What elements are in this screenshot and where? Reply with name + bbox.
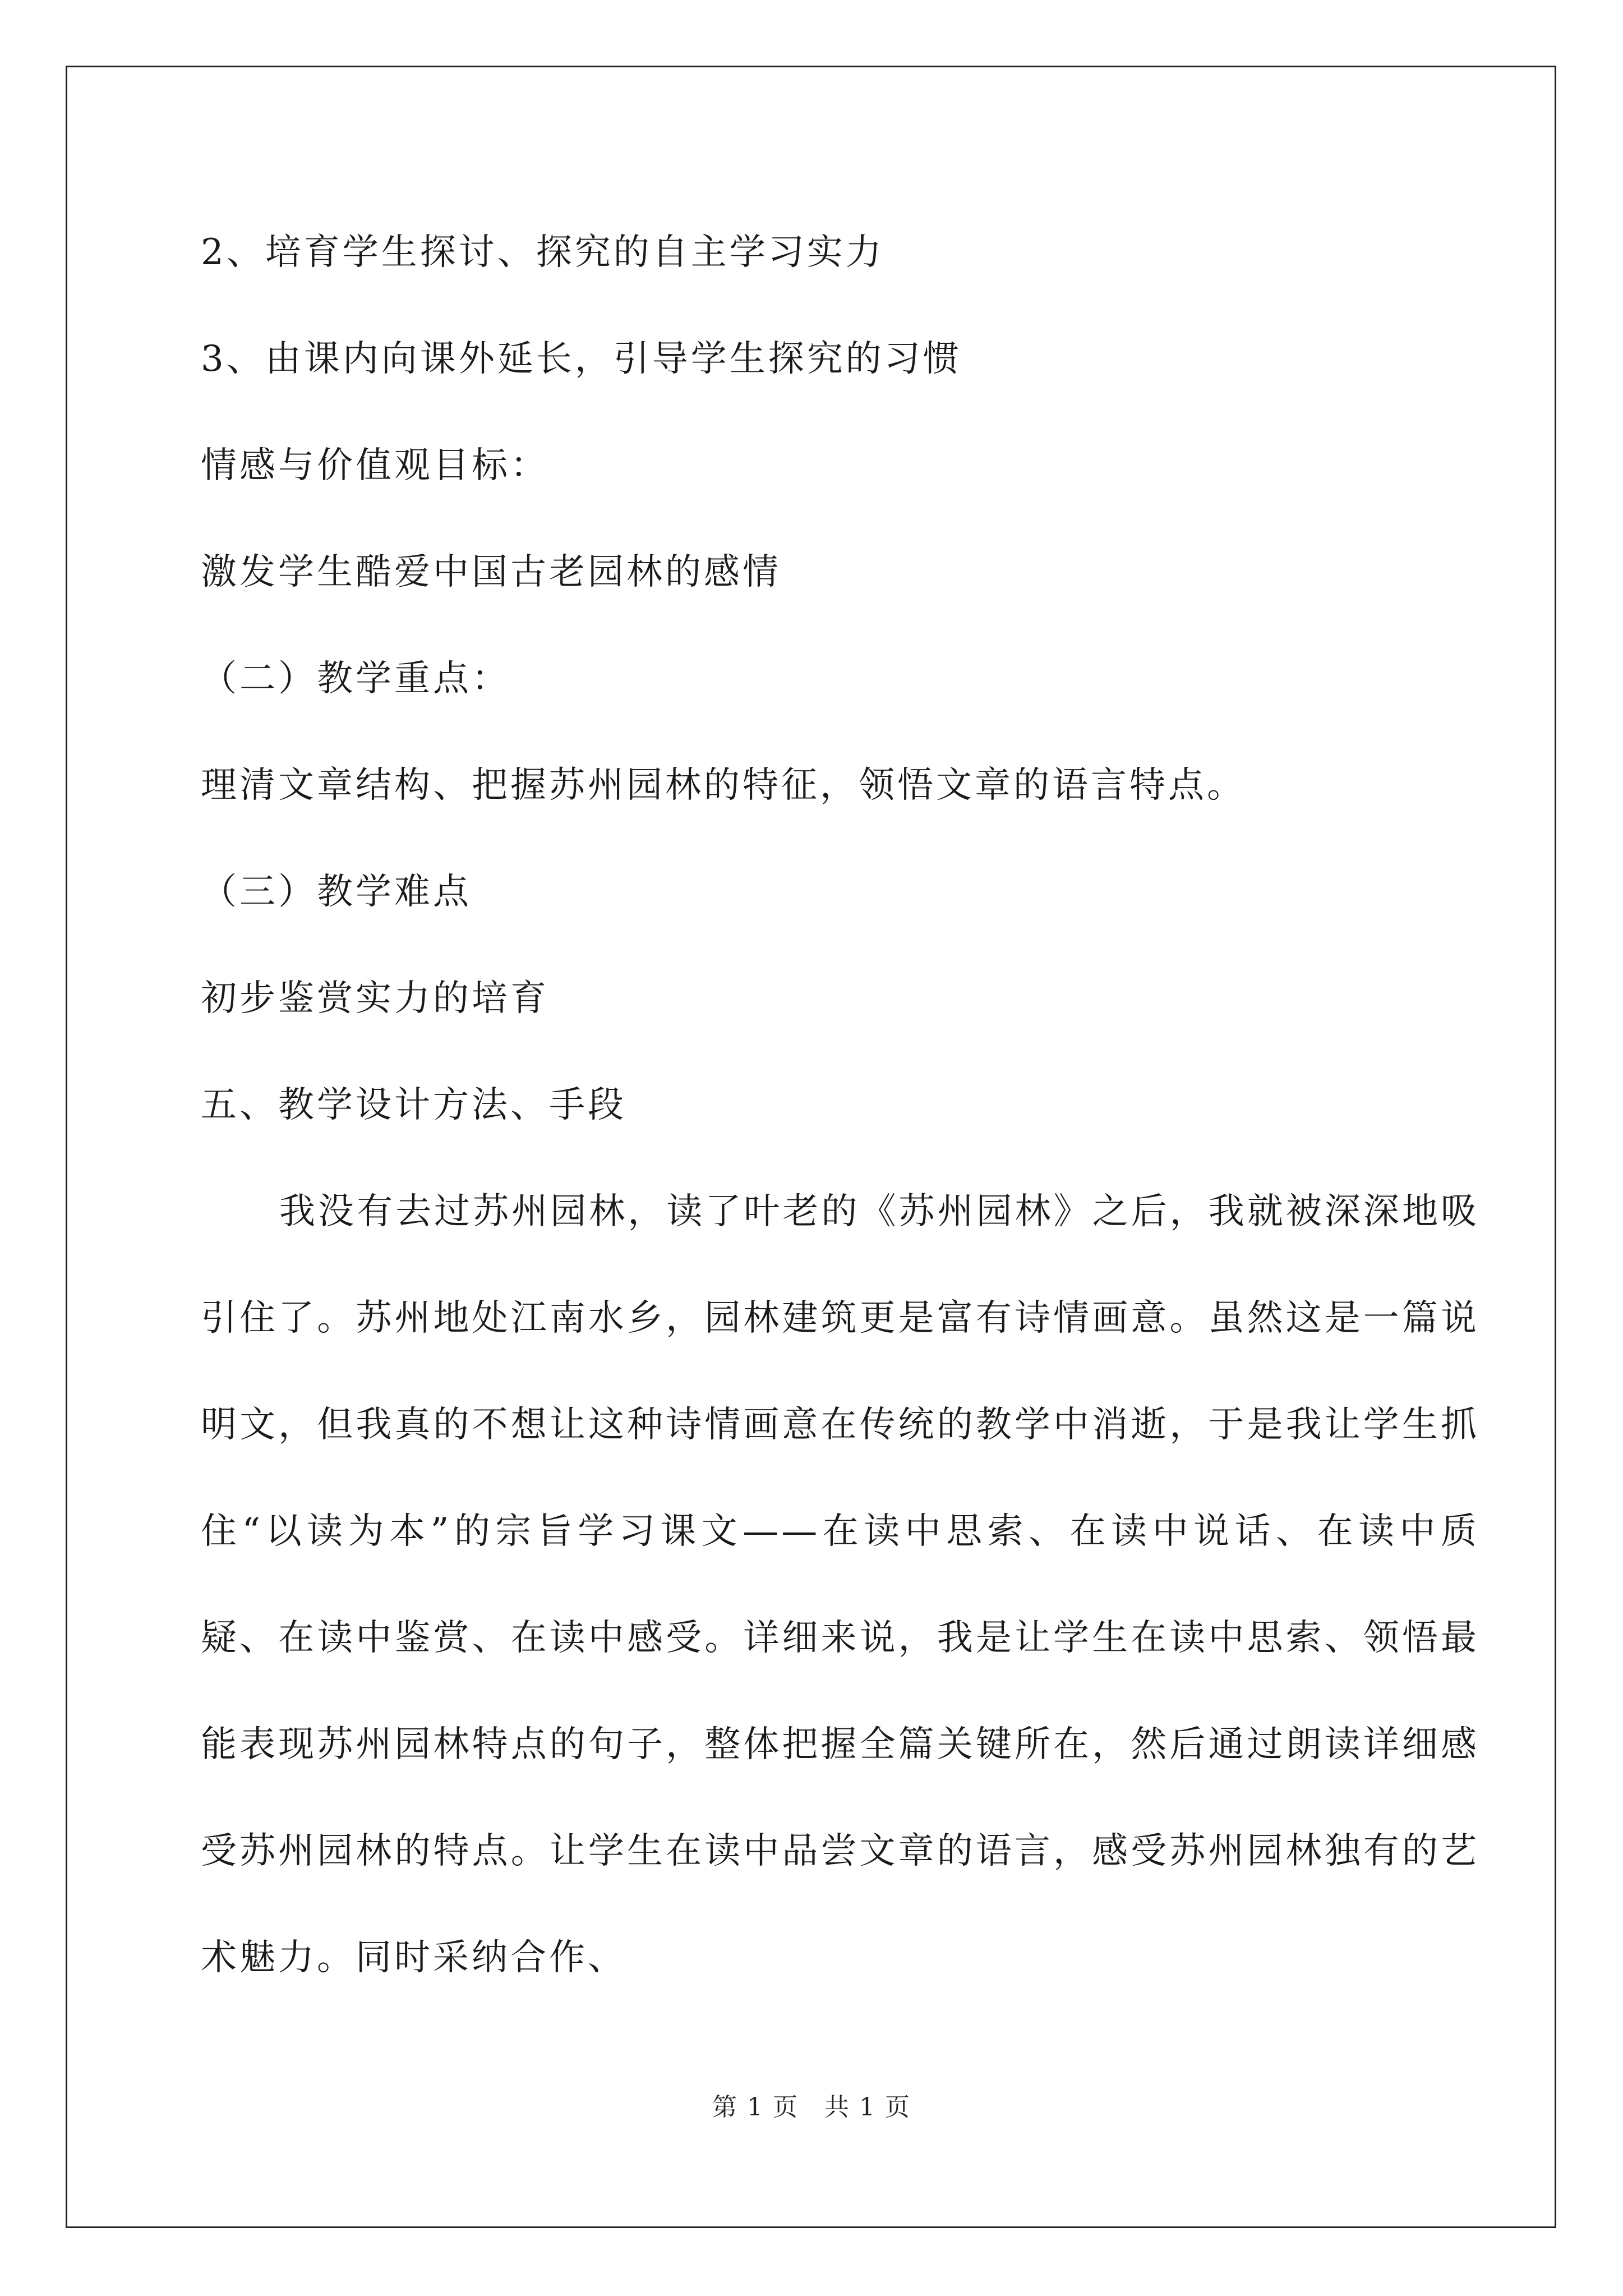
page-footer: 第 1 页 共 1 页: [712, 2093, 911, 2122]
emotion-values-heading: 情感与价值观目标：: [201, 445, 549, 486]
section-five-heading: 五、教学设计方法、手段: [201, 1084, 626, 1126]
objective-line-2: 2、培育学生探讨、探究的自主学习实力: [201, 232, 884, 273]
body-paragraph: 我没有去过苏州园林，读了叶老的《苏州园林》之后，我就被深深地吸引住了。苏州地处江南水乡，园林建筑更是富有诗情画意。虽然这是一篇说明文，但我真的不想让这种诗情画意在传统的教学中消逝，于是我让学生抓住“以读为本”的宗旨学习课文——在读中思索、在读中说话、在读中质疑、在读中鉴赏、在读中感受。详细来说，我是让学生在读中思索、领悟最能表现苏州园林特点的句子，整体把握全篇关键所在，然后通过朗读详细感受苏州园林的特点。让学生在读中品尝文章的语言，感受苏州园林独有的艺术魅力。同时采纳合作、: [201, 1191, 1479, 1978]
teaching-difficulty-text: 初步鉴赏实力的培育: [201, 978, 549, 1019]
objective-line-3: 3、由课内向课外延长，引导学生探究的习惯: [201, 338, 962, 380]
teaching-focus-text: 理清文章结构、把握苏州园林的特征，领悟文章的语言特点。: [201, 765, 1246, 806]
emotion-values-text: 激发学生酷爱中国古老园林的感情: [201, 551, 781, 593]
teaching-focus-heading: （二）教学重点：: [201, 658, 510, 700]
teaching-difficulty-heading: （三）教学难点: [201, 871, 472, 913]
